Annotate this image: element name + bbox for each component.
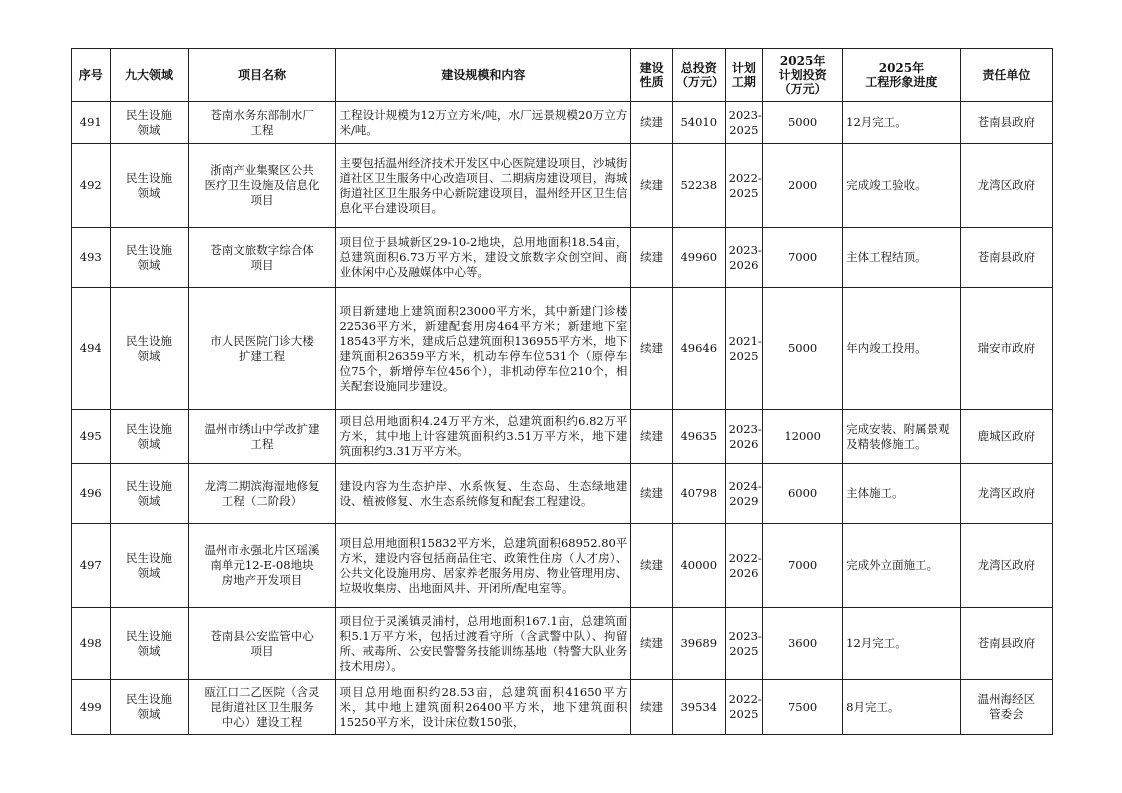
cell-responsible-unit: 苍南县政府 [960,608,1052,680]
cell-progress: 12月完工。 [843,102,961,144]
project-table [71,48,1053,735]
table-row [72,524,1053,608]
table-row [72,608,1053,680]
cell-investment: 52238 [672,144,725,228]
cell-content: 项目新建地上建筑面积23000平方米，其中新建门诊楼22536平方米，新建配套用房464平方米；新建地下室18543平方米，建成后总建筑面积136955平方米，地下建筑面积26359平方米，机动车停车位531个（原停车位75个，新增停车位456个），非机动停车位210个，相关配套设施同步建设。 [336,288,631,410]
header-unit: 责任单位 [960,49,1052,102]
cell-nature: 续建 [631,288,673,410]
cell-content: 建设内容为生态护岸、水系恢复、生态岛、生态绿地建设、植被修复、水生态系统修复和配套工程建设。 [336,464,631,524]
header-invest: 总投资 （万元） [672,49,725,102]
cell-period: 2023- 2026 [725,228,762,288]
cell-content: 项目位于县城新区29-10-2地块，总用地面积18.54亩，总建筑面积6.73万平方米，建设文旅数字众创空间、商业休闲中心及融媒体中心等。 [336,228,631,288]
table-row [72,680,1053,735]
header-domain: 九大领域 [110,49,188,102]
cell-period: 2022- 2025 [725,680,762,735]
cell-nature: 续建 [631,144,673,228]
cell-domain: 民生设施 领域 [110,680,188,735]
cell-period: 2021- 2025 [725,288,762,410]
cell-seq: 498 [72,608,111,680]
cell-progress: 完成安装、附属景观及精装修施工。 [843,410,961,464]
cell-period: 2023- 2025 [725,608,762,680]
cell-plan-investment: 7000 [763,524,843,608]
header-name: 项目名称 [188,49,336,102]
cell-responsible-unit: 温州海经区 管委会 [960,680,1052,735]
cell-domain: 民生设施 领域 [110,410,188,464]
cell-investment: 49635 [672,410,725,464]
cell-content: 项目总用地面积4.24万平方米，总建筑面积约6.82万平方米，其中地上计容建筑面积约3.51万平方米，地下建筑面积约3.31万平方米。 [336,410,631,464]
cell-content: 项目位于灵溪镇灵浦村，总用地面积167.1亩，总建筑面积5.1万平方米，包括过渡看守所（含武警中队）、拘留所、戒毒所、公安民警警务技能训练基地（特警大队业务技术用房）。 [336,608,631,680]
cell-plan-investment: 2000 [763,144,843,228]
cell-plan-investment: 7000 [763,228,843,288]
header-content: 建设规模和内容 [336,49,631,102]
header-progress: 2025年 工程形象进度 [843,49,961,102]
cell-investment: 49960 [672,228,725,288]
cell-responsible-unit: 瑞安市政府 [960,288,1052,410]
cell-nature: 续建 [631,608,673,680]
table-row [72,410,1053,464]
cell-nature: 续建 [631,524,673,608]
cell-responsible-unit: 鹿城区政府 [960,410,1052,464]
cell-progress: 8月完工。 [843,680,961,735]
cell-seq: 495 [72,410,111,464]
cell-progress: 完成外立面施工。 [843,524,961,608]
cell-investment: 39689 [672,608,725,680]
cell-plan-investment: 3600 [763,608,843,680]
cell-seq: 494 [72,288,111,410]
cell-investment: 54010 [672,102,725,144]
cell-project-name: 苍南文旅数字综合体 项目 [188,228,336,288]
cell-plan-investment: 5000 [763,288,843,410]
cell-investment: 40000 [672,524,725,608]
table-row [72,144,1053,228]
cell-progress: 完成竣工验收。 [843,144,961,228]
cell-project-name: 浙南产业集聚区公共 医疗卫生设施及信息化 项目 [188,144,336,228]
cell-domain: 民生设施 领域 [110,288,188,410]
cell-plan-investment: 5000 [763,102,843,144]
cell-nature: 续建 [631,228,673,288]
cell-content: 主要包括温州经济技术开发区中心医院建设项目，沙城街道社区卫生服务中心改造项目、二期病房建设项目，海城街道社区卫生服务中心新院建设项目，温州经开区卫生信息化平台建设项目。 [336,144,631,228]
cell-content: 项目总用地面积15832平方米，总建筑面积68952.80平方米，建设内容包括商品住宅、政策性住房（人才房）、公共文化设施用房、居家养老服务用房、物业管理用房、垃圾收集房、出地面风井、开闭所/配电室等。 [336,524,631,608]
cell-domain: 民生设施 领域 [110,102,188,144]
cell-seq: 497 [72,524,111,608]
cell-nature: 续建 [631,102,673,144]
table-row [72,464,1053,524]
cell-progress: 12月完工。 [843,608,961,680]
cell-seq: 496 [72,464,111,524]
cell-investment: 40798 [672,464,725,524]
cell-responsible-unit: 龙湾区政府 [960,144,1052,228]
header-nature: 建设 性质 [631,49,673,102]
cell-plan-investment: 7500 [763,680,843,735]
table-row [72,228,1053,288]
header-seq: 序号 [72,49,111,102]
cell-investment: 39534 [672,680,725,735]
cell-domain: 民生设施 领域 [110,464,188,524]
cell-seq: 491 [72,102,111,144]
cell-period: 2022- 2025 [725,144,762,228]
table-row [72,288,1053,410]
cell-project-name: 温州市绣山中学改扩建 工程 [188,410,336,464]
cell-project-name: 温州市永强北片区瑶溪 南单元12-E-08地块 房地产开发项目 [188,524,336,608]
cell-content: 项目总用地面积约28.53亩，总建筑面积41650平方米，其中地上建筑面积26400平方米，地下建筑面积15250平方米，设计床位数150张， [336,680,631,735]
cell-period: 2023- 2025 [725,102,762,144]
cell-responsible-unit: 苍南县政府 [960,102,1052,144]
cell-nature: 续建 [631,464,673,524]
table-row [72,102,1053,144]
header-plan: 2025年 计划投资 （万元） [763,49,843,102]
cell-domain: 民生设施 领域 [110,228,188,288]
cell-period: 2023- 2026 [725,410,762,464]
cell-responsible-unit: 苍南县政府 [960,228,1052,288]
cell-responsible-unit: 龙湾区政府 [960,464,1052,524]
cell-nature: 续建 [631,680,673,735]
cell-period: 2022- 2026 [725,524,762,608]
header-row [72,49,1053,102]
cell-nature: 续建 [631,410,673,464]
cell-seq: 499 [72,680,111,735]
cell-plan-investment: 12000 [763,410,843,464]
cell-progress: 主体施工。 [843,464,961,524]
cell-project-name: 苍南县公安监管中心 项目 [188,608,336,680]
cell-period: 2024- 2029 [725,464,762,524]
cell-project-name: 苍南水务东部制水厂 工程 [188,102,336,144]
cell-investment: 49646 [672,288,725,410]
cell-progress: 主体工程结顶。 [843,228,961,288]
cell-project-name: 市人民医院门诊大楼 扩建工程 [188,288,336,410]
cell-seq: 493 [72,228,111,288]
cell-domain: 民生设施 领域 [110,144,188,228]
cell-project-name: 龙湾二期滨海湿地修复 工程（二阶段） [188,464,336,524]
cell-seq: 492 [72,144,111,228]
header-period: 计划 工期 [725,49,762,102]
cell-plan-investment: 6000 [763,464,843,524]
cell-domain: 民生设施 领域 [110,524,188,608]
cell-project-name: 瓯江口二乙医院（含灵 昆街道社区卫生服务 中心）建设工程 [188,680,336,735]
cell-responsible-unit: 龙湾区政府 [960,524,1052,608]
cell-content: 工程设计规模为12万立方米/吨，水厂远景规模20万立方米/吨。 [336,102,631,144]
cell-domain: 民生设施 领域 [110,608,188,680]
cell-progress: 年内竣工投用。 [843,288,961,410]
